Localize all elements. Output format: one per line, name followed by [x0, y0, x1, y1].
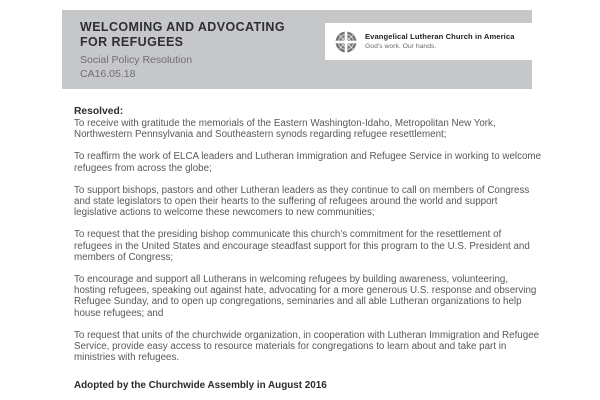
resolution-paragraph: To request that units of the churchwide organization, in cooperation with Lutheran Immigration and Refugee Service, provide easy access to resource materials for congregations to learn about and take part in ministries with refugees.: [74, 329, 540, 364]
elca-cross-medallion-icon: [335, 31, 357, 53]
elca-logo-text: [365, 33, 515, 51]
adoption-note: Adopted by the Churchwide Assembly in August 2016: [74, 380, 327, 392]
subtitle-text: Social Policy Resolution: [80, 54, 193, 66]
org-name: Evangelical Lutheran Church in America: [365, 31, 515, 41]
document-title-line1: WELCOMING AND ADVOCATING: [80, 20, 285, 34]
elca-logo-box: [325, 23, 541, 60]
resolution-paragraph: To request that the presiding bishop communicate this church’s commitment for the resettlement of refugees in the United States and encourage steadfast support for this program to the U.S. President and members of Congress;: [74, 229, 530, 263]
resolution-paragraph: To support bishops, pastors and other Lutheran leaders as they continue to call on members of Congress and state legislators to open their hearts to the suffering of refugees around the world and support legislative actions to welcome these newcomers to new communities;: [74, 184, 530, 219]
org-tagline: God’s work. Our hands.: [365, 43, 437, 50]
resolution-body: [74, 106, 542, 400]
resolved-heading: Resolved:: [74, 106, 124, 117]
document-title-line2: FOR REFUGEES: [80, 34, 184, 49]
resolution-number: CA16.05.18: [80, 67, 136, 80]
resolution-paragraph: To reaffirm the work of ELCA leaders and Lutheran Immigration and Refugee Service in working to welcome refugees from across the globe;: [74, 151, 542, 174]
resolution-paragraph: To receive with gratitude the memorials of the Eastern Washington-Idaho, Metropolitan New York, Northwestern Pennsylvania and Southeastern synods regarding refugee resettlement;: [74, 118, 496, 141]
resolution-paragraph: To encourage and support all Lutherans in welcoming refugees by building awareness, volunteering, hosting refugees, speaking out against hate, advocating for a more generous U.S. response and observing Refugee Sunday, and to open up congregations, seminaries and all able Lutheran organizations to help house refugees; and: [74, 274, 537, 319]
